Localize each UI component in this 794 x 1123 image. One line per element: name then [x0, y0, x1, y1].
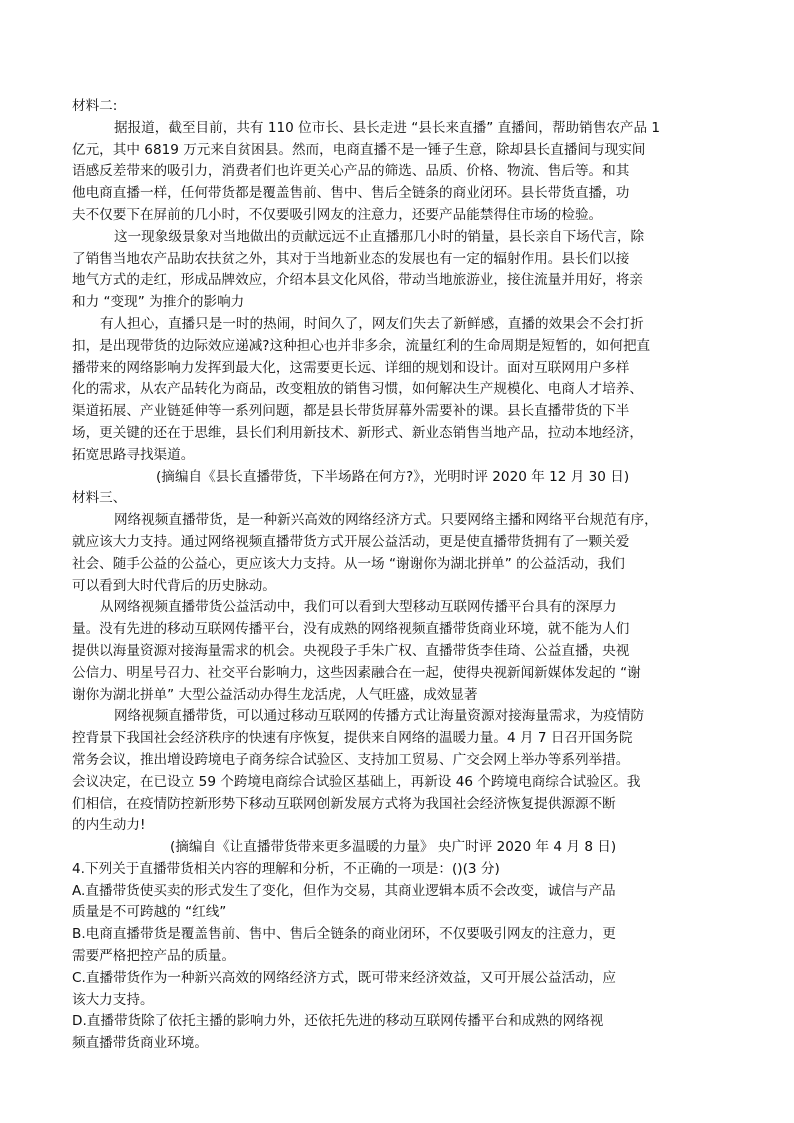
- paragraph-line: 量。没有先进的移动互联网传播平台，没有成熟的网络视频直播带货商业环境，就不能为人们: [72, 621, 630, 638]
- paragraph-line: 化的需求，从农产品转化为商品，改变粗放的销售习惯，如何解决生产规模化、电商人才培养、: [72, 381, 643, 398]
- option-d-line: 频直播带货商业环境。: [72, 1035, 208, 1052]
- paragraph-line: 常务会议，推出增设跨境电子商务综合试验区、支持加工贸易、广交会网上举办等系列举措。: [72, 751, 630, 768]
- paragraph-line: 扣，是出现带货的边际效应递减?这种担心也并非多余，流量红利的生命周期是短暂的，如何把直: [72, 337, 651, 354]
- option-b-line: 需要严格把控产品的质量。: [72, 948, 236, 965]
- source-citation: (摘编自《让直播带货带来更多温暖的力量》 央广时评 2020 年 4 月 8 日): [170, 839, 617, 856]
- option-d-line: D.直播带货除了依托主播的影响力外，还依托先进的移动互联网传播平台和成熟的网络视: [72, 1013, 604, 1030]
- paragraph-line: 控背景下我国社会经济秩序的快速有序恢复，提供来自网络的温暖力量。4 月 7 日召开国务院: [72, 730, 633, 747]
- paragraph-line: 会议决定，在已设立 59 个跨境电商综合试验区基础上，再新设 46 个跨境电商综合试验区。我: [72, 773, 641, 790]
- paragraph-line: 这一现象级景象对当地做出的贡献远远不止直播那几小时的销量，县长亲自下场代言，除: [114, 228, 645, 245]
- paragraph-line: 渠道拓展、产业链延伸等一系列问题，都是县长带货屏幕外需要补的课。县长直播带货的下半: [72, 403, 630, 420]
- option-a-line: A.直播带货使买卖的形式发生了变化，但作为交易，其商业逻辑本质不会改变，诚信与产品: [72, 882, 616, 899]
- paragraph-line: 了销售当地农产品助农扶贫之外，其对于当地新业态的发展也有一定的辐射作用。县长们以接: [72, 250, 630, 267]
- paragraph-line: 公信力、明星号召力、社交平台影响力，这些因素融合在一起，使得央视新闻新媒体发起的 “谢: [72, 664, 641, 681]
- paragraph-line: 夫不仅要下在屏前的几小时，不仅要吸引网友的注意力，还要产品能禁得住市场的检验。: [72, 206, 603, 223]
- paragraph-line: 和力 “变现” 为推介的影响力: [72, 294, 245, 311]
- paragraph-line: 网络视频直播带货，是一种新兴高效的网络经济方式。只要网络主播和网络平台规范有序，: [114, 512, 658, 529]
- paragraph-line: 提供以海量资源对接海量需求的机会。央视段子手朱广权、直播带货李佳琦、公益直播，央视: [72, 642, 630, 659]
- paragraph-line: 亿元，其中 6819 万元来自贫困县。然而，电商直播不是一锤子生意，除却县长直播间与现实间: [72, 141, 646, 158]
- paragraph-line: 场，更关键的还在于思维，县长们利用新技术、新形式、新业态销售当地产品，拉动本地经济，: [72, 424, 643, 441]
- question-stem: 4.下列关于直播带货相关内容的理解和分析，不正确的一项是：()(3 分): [72, 860, 500, 877]
- option-b-line: B.电商直播带货是覆盖售前、售中、售后全链条的商业闭环，不仅要吸引网友的注意力，更: [72, 926, 616, 943]
- paragraph-line: 的内生动力!: [72, 817, 146, 834]
- paragraph-line: 播带来的网络影响力发挥到最大化，这需要更长远、详细的规划和设计。面对互联网用户多样: [72, 359, 630, 376]
- paragraph-line: 从网络视频直播带货公益活动中，我们可以看到大型移动互联网传播平台具有的深厚力: [100, 599, 617, 616]
- document-page: [72, 96, 732, 1055]
- paragraph-line: 网络视频直播带货，可以通过移动互联网的传播方式让海量资源对接海量需求，为疫情防: [114, 708, 645, 725]
- option-c-line: C.直播带货作为一种新兴高效的网络经济方式，既可带来经济效益，又可开展公益活动，应: [72, 969, 616, 986]
- paragraph-line: 谢你为湖北拼单” 大型公益活动办得生龙活虎，人气旺盛，成效显著: [72, 686, 478, 703]
- paragraph-line: 语感反差带来的吸引力，消费者们也许更关心产品的筛选、品质、价格、物流、售后等。和其: [72, 163, 630, 180]
- paragraph-line: 就应该大力支持。通过网络视频直播带货方式开展公益活动，更是使直播带货拥有了一颗关爱: [72, 533, 630, 550]
- option-c-line: 该大力支持。: [72, 991, 154, 1008]
- paragraph-line: 可以看到大时代背后的历史脉动。: [72, 577, 276, 594]
- paragraph-line: 拓宽思路寻找渠道。: [72, 446, 195, 463]
- material3-heading: 材料三、: [72, 490, 127, 507]
- paragraph-line: 他电商直播一样，任何带货都是覆盖售前、售中、售后全链条的商业闭环。县长带货直播，功: [72, 185, 630, 202]
- paragraph-line: 地气方式的走红，形成品牌效应，介绍本县文化风俗，带动当地旅游业，接住流量并用好，将亲: [72, 272, 643, 289]
- paragraph-line: 社会、随手公益的公益心，更应该大力支持。从一场 “谢谢你为湖北拼单” 的公益活动，我们: [72, 555, 625, 572]
- material2-heading: 材料二:: [72, 98, 118, 114]
- paragraph-line: 有人担心，直播只是一时的热闹，时间久了，网友们失去了新鲜感，直播的效果会不会打折: [100, 315, 644, 332]
- source-citation: (摘编自《县长直播带货，下半场路在何方?》，光明时评 2020 年 12 月 30 日): [156, 468, 630, 485]
- paragraph-line: 据报道，截至目前，共有 110 位市长、县长走进 “县长来直播” 直播间，帮助销售农产品 1: [114, 119, 661, 136]
- paragraph-line: 们相信，在疫情防控新形势下移动互联网创新发展方式将为我国社会经济恢复提供源源不断: [72, 795, 616, 812]
- option-a-line: 质量是不可跨越的 “红线”: [72, 904, 227, 921]
